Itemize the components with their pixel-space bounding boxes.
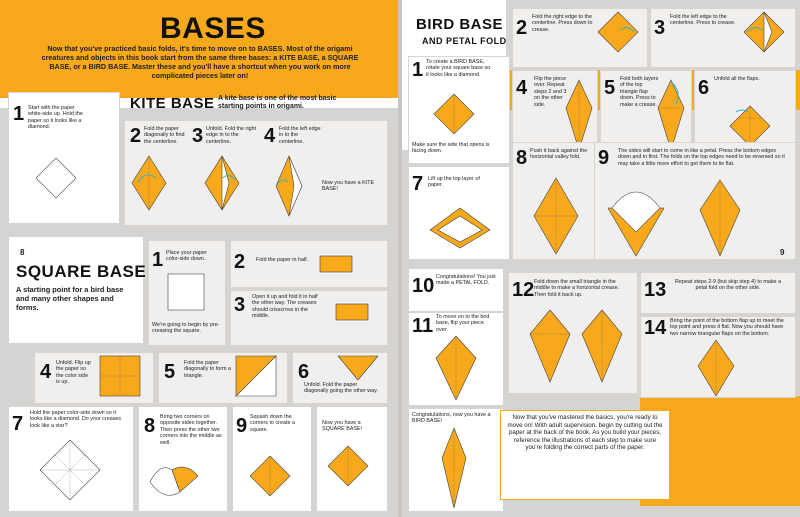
bird-step2-diagram <box>598 12 638 52</box>
step-text: Open it up and fold it in half the other way. The creases should crisscross in the middle. <box>252 294 318 320</box>
step-text: Congratulations! You just made a PETAL FOLD. <box>436 274 496 287</box>
square-step4-diagram <box>100 356 140 396</box>
step-number: 3 <box>234 294 246 316</box>
square-step6-diagram <box>338 356 378 380</box>
step-text: Push it back against the horizontal valley fold. <box>530 148 588 161</box>
kite-step2-diagram <box>132 156 166 210</box>
step-number: 7 <box>412 173 424 195</box>
bird-step1-diagram <box>434 94 474 134</box>
step-text: Unfold. Fold the right edge in to the centerline. <box>206 126 257 145</box>
step-text: Fold both layers of the top triangle flap down. Press to make a crease. <box>620 76 659 108</box>
bird-done: Congratulations, now you have a BIRD BASE! <box>412 412 491 425</box>
step-number: 5 <box>164 361 176 383</box>
step-number: 4 <box>516 77 528 99</box>
square-step3-diagram <box>336 304 368 320</box>
square-step2-panel <box>230 240 388 288</box>
bird-step8-diagram <box>534 178 578 254</box>
step-text: Fold the paper in half. <box>256 257 309 263</box>
page-number: 9 <box>780 248 785 257</box>
square-done: Now you have a SQUARE BASE! <box>322 420 363 433</box>
square-pre-note: We're going to begin by pre-creasing the square. <box>152 322 220 335</box>
step-number: 4 <box>264 125 276 147</box>
bird-base-diagram <box>442 428 466 508</box>
kite-step3-diagram <box>205 156 239 210</box>
bird-step3-diagram <box>744 12 784 52</box>
square-base-diagram <box>328 446 368 486</box>
bird-step12-diagram-a <box>530 310 570 382</box>
step-text: Bring two corners on opposite sides together. Then press the other two corners into the middle as well. <box>160 414 222 446</box>
intro-text: Now that you've practiced basic folds, it's time to move on to BASES. Most of the origami creatures and objects in this book start from the same three bases: a KITE BASE, a SQUARE BASE, or a BIRD BASE. Master these and you'll have a shortcut when you work on more complicated pieces later on! <box>41 44 359 80</box>
left-page <box>0 0 398 517</box>
step-text: Hold the paper color-side down so it looks like a diamond. Do your creases look like a star? <box>30 410 122 429</box>
bird-step9-diagram-b <box>700 180 740 256</box>
step-text: Fold down the small triangle in the middle to make a horizontal crease. Then fold it back up. <box>534 279 620 298</box>
bird-step5-diagram <box>658 80 684 150</box>
step-text: Unfold all the flaps. <box>714 76 760 82</box>
step-text: Place your paper color-side down. <box>166 250 207 263</box>
square-step9-diagram <box>250 456 290 496</box>
bird-step9-diagram-a <box>608 184 664 256</box>
bird-step4-diagram <box>566 80 592 150</box>
step-text: Flip the piece over. Repeat steps 2 and 3 on the other side. <box>534 76 567 108</box>
outro-text: Now that you've mastered the basics, you're ready to move on! With adult supervision, begin by cutting out the paper at the back of the book. As you build your pieces, reference the illustrations of each step to make sure you're folding the correct parts of the paper. <box>507 414 663 452</box>
bird-subheading: AND PETAL FOLD <box>422 36 507 46</box>
step-number: 14 <box>644 317 667 339</box>
kite-done: Now you have a KITE BASE! <box>322 180 375 193</box>
step-text: Lift up the top layer of paper. <box>428 176 480 189</box>
diamond-paper-icon <box>36 158 76 198</box>
step-text: Fold the paper diagonally to find the centerline. <box>144 126 185 145</box>
page-title: BASES <box>160 12 266 45</box>
step-number: 2 <box>130 125 142 147</box>
step-text: Squash down the corners to create a square. <box>250 414 295 433</box>
step-number: 13 <box>644 279 667 301</box>
step-text: To create a BIRD BASE, rotate your square base so it looks like a diamond. <box>426 59 491 78</box>
bird-heading: BIRD BASE <box>416 16 504 33</box>
step-text: Fold the left edge in to the centerline. <box>279 126 321 145</box>
step-text: Repeat steps 2-9 (but skip step 4) to make a petal fold on the other side. <box>674 279 782 292</box>
bird-step12-diagram-b <box>582 310 622 382</box>
bird-step7-diagram <box>430 208 490 248</box>
square-step7-diagram <box>40 440 100 500</box>
step-number: 11 <box>412 315 434 337</box>
step-number: 1 <box>412 59 424 81</box>
step-number: 1 <box>152 249 164 271</box>
step-number: 2 <box>234 251 246 273</box>
step-number: 3 <box>654 17 666 39</box>
step-text: To move on to the bird base, flip your piece over. <box>436 314 490 333</box>
step-text: Start with the paper white-side up. Hold the paper so it looks like a diamond. <box>28 105 83 131</box>
step-text: Unfold. Flip up the paper so the color side is up. <box>56 360 91 386</box>
kite-heading: KITE BASE <box>130 95 215 112</box>
side-note: Make sure the side that opens is facing down. <box>412 142 490 155</box>
step-text: Fold the paper diagonally to form a triangle. <box>184 360 232 379</box>
bird-step14-diagram <box>698 340 734 396</box>
step-number: 4 <box>40 361 52 383</box>
step-number: 7 <box>12 413 24 435</box>
bird-step11-diagram <box>436 336 476 400</box>
step-text: Bring the point of the bottom flap up to meet the top point and press it flat. Now you should have two narrow triangular flaps on the bottom. <box>670 318 784 337</box>
right-page <box>402 0 800 517</box>
step-number: 6 <box>298 361 310 383</box>
square-white-paper-icon <box>168 274 204 310</box>
step-number: 8 <box>516 147 528 169</box>
step-number: 5 <box>604 77 616 99</box>
step-text: The sides will start to come in like a petal. Press the bottom edges down and in first. The folds on the top edges need to be reversed so it may take a little more effort to get them to lie flat. <box>618 148 785 167</box>
step-number: 6 <box>698 77 710 99</box>
step-number: 9 <box>236 415 248 437</box>
step-text: Unfold. Fold the paper diagonally going the other way. <box>304 382 378 395</box>
step-number: 12 <box>512 279 535 301</box>
step-number: 9 <box>598 147 610 169</box>
step-text: Fold the right edge to the centerline. Press down to crease. <box>532 14 593 33</box>
page-number: 8 <box>20 248 25 257</box>
square-step2-diagram <box>320 256 352 272</box>
step-number: 3 <box>192 125 204 147</box>
kite-step4-diagram <box>272 156 306 216</box>
kite-subtitle: A kite base is one of the most basic starting points in origami. <box>218 95 337 110</box>
square-subtitle: A starting point for a bird base and many other shapes and forms. <box>16 285 124 312</box>
step-number: 10 <box>412 275 435 297</box>
bird-step6-diagram <box>730 106 770 146</box>
step-number: 8 <box>144 415 156 437</box>
step-number: 1 <box>13 103 25 125</box>
square-step8-diagram <box>150 462 200 502</box>
square-heading: SQUARE BASE <box>16 262 147 281</box>
step-text: Fold the left edge to the centerline. Press to crease. <box>670 14 736 27</box>
square-step5-diagram <box>236 356 276 396</box>
step-number: 2 <box>516 17 528 39</box>
